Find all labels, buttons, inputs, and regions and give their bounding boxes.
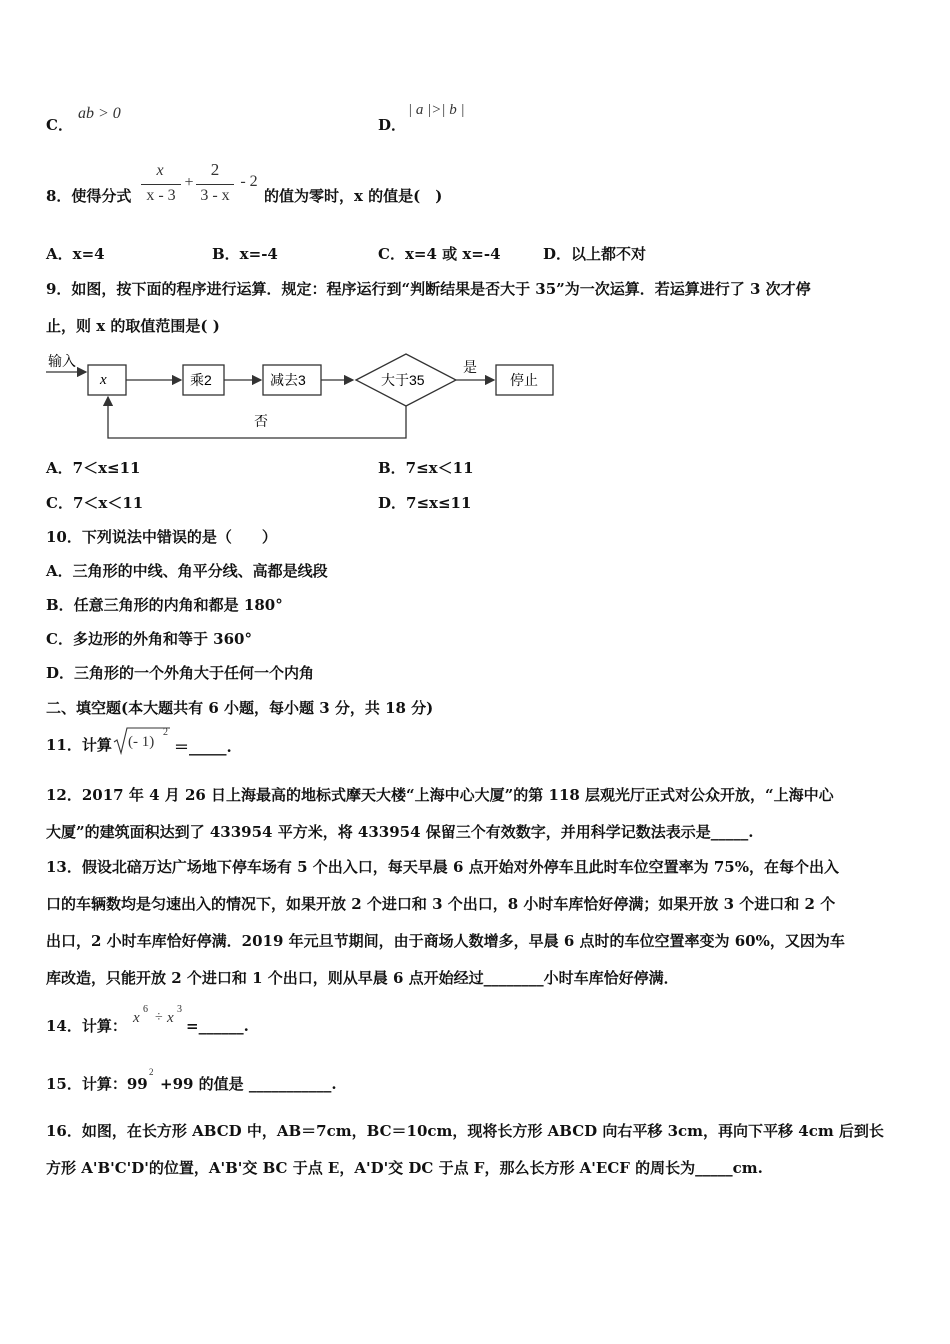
q15-prefix: 15．计算：99 [46, 1075, 148, 1093]
q14-prefix: 14．计算： [46, 1017, 127, 1035]
q8-minus-two: - 2 [240, 173, 258, 190]
q8-option-c: C．x=4 或 x=-4 [378, 245, 501, 263]
q9-option-a: A．7＜x≤11 [46, 459, 141, 477]
flow-x-box [88, 365, 126, 395]
flow-subtract-label: 减去3 [270, 372, 306, 388]
q10-option-c: C．多边形的外角和等于 360° [46, 630, 252, 648]
q7-option-c-label: C． [46, 116, 73, 134]
q13-line4: 库改造，只能开放 2 个进口和 1 个出口，则从早晨 6 点开始经过________小时车库恰好停满． [46, 969, 679, 987]
flow-x-label: x [100, 372, 107, 388]
q8-suffix: 的值为零时，x 的值是( ) [264, 187, 443, 205]
q7-option-c-expr: ab > 0 [78, 105, 121, 122]
q13-line2: 口的车辆数均是匀速出入的情况下，如果开放 2 个进口和 3 个出口，8 小时车库恰好停满；如果开放 3 个进口和 2 个 [46, 895, 836, 913]
section-2-heading: 二、填空题(本大题共有 6 小题，每小题 3 分，共 18 分) [46, 699, 434, 717]
q10-stem: 10．下列说法中错误的是（ ） [46, 528, 277, 546]
q8-prefix: 8．使得分式 [46, 187, 132, 205]
q9-option-c: C．7＜x＜11 [46, 494, 144, 512]
flow-multiply-label: 乘2 [190, 372, 212, 388]
q10-option-b: B．任意三角形的内角和都是 180° [46, 596, 283, 614]
q8-option-a: A．x=4 [46, 245, 105, 263]
q11-exponent: 2 [163, 727, 168, 738]
q7-option-d-expr: | a |>| b | [408, 102, 465, 118]
q14-exp1: 6 [143, 1004, 148, 1015]
q10-option-a: A．三角形的中线、角平分线、高都是线段 [46, 562, 328, 580]
q14-exp2: 3 [177, 1004, 182, 1015]
q16-line2: 方形 A'B'C'D'的位置，A'B'交 BC 于点 E，A'D'交 DC 于点 F，那么长方形 A'ECF 的周长为_____cm. [46, 1159, 763, 1177]
q11-radicand: (- 1) [128, 734, 155, 750]
q8-frac1-numerator: x [156, 162, 164, 179]
q11-suffix: ＝_____. [174, 738, 232, 756]
q14-base1: x [133, 1010, 140, 1026]
q9-flowchart [40, 348, 570, 443]
q11-prefix: 11．计算 [46, 736, 112, 754]
q12-line1: 12．2017 年 4 月 26 日上海最高的地标式摩天大楼“上海中心大厦”的第 118 层观光厅正式对公众开放，“上海中心 [46, 786, 834, 804]
q13-line3: 出口，2 小时车库恰好停满．2019 年元旦节期间，由于商场人数增多，早晨 6 点时的车位空置率变为 60%，又因为车 [46, 932, 845, 950]
flow-input-label: 输入 [48, 353, 76, 369]
q14-suffix: =______. [186, 1017, 249, 1035]
q8-frac1-bar [141, 184, 181, 185]
q8-option-d: D．以上都不对 [543, 245, 647, 263]
q8-frac2-bar [196, 184, 234, 185]
q9-stem-line2: 止，则 x 的取值范围是( ) [46, 317, 220, 335]
flow-yes-label: 是 [463, 359, 477, 375]
q9-option-d: D．7≤x≤11 [378, 494, 472, 512]
q7-option-d-label: D． [378, 116, 407, 134]
q14-base2: x [167, 1010, 174, 1026]
q8-frac1-denominator: x - 3 [146, 187, 176, 204]
q8-option-b: B．x=-4 [212, 245, 278, 263]
q14-divide: ÷ [155, 1010, 163, 1025]
flow-condition-label: 大于35 [381, 372, 425, 388]
q15-suffix: +99 的值是 ___________. [160, 1075, 337, 1093]
q12-line2: 大厦”的建筑面积达到了 433954 平方米，将 433954 保留三个有效数字，并用科学记数法表示是_____. [46, 823, 754, 841]
q13-line1: 13．假设北碚万达广场地下停车场有 5 个出入口，每天早晨 6 点开始对外停车且此时车位空置率为 75%，在每个出入 [46, 858, 839, 876]
q8-plus: + [184, 174, 194, 191]
q8-frac2-denominator: 3 - x [200, 187, 230, 204]
q15-exponent: 2 [149, 1067, 154, 1077]
q9-option-b: B．7≤x＜11 [378, 459, 474, 477]
flow-stop-label: 停止 [510, 372, 538, 388]
q16-line1: 16．如图，在长方形 ABCD 中，AB＝7cm，BC＝10cm，现将长方形 ABCD 向右平移 3cm，再向下平移 4cm 后到长 [46, 1122, 884, 1140]
q8-frac2-numerator: 2 [210, 160, 220, 179]
q9-stem-line1: 9．如图，按下面的程序进行运算．规定：程序运行到“判断结果是否大于 35”为一次运算．若运算进行了 3 次才停 [46, 280, 811, 298]
q10-option-d: D．三角形的一个外角大于任何一个内角 [46, 664, 315, 682]
flow-no-label: 否 [254, 413, 268, 429]
